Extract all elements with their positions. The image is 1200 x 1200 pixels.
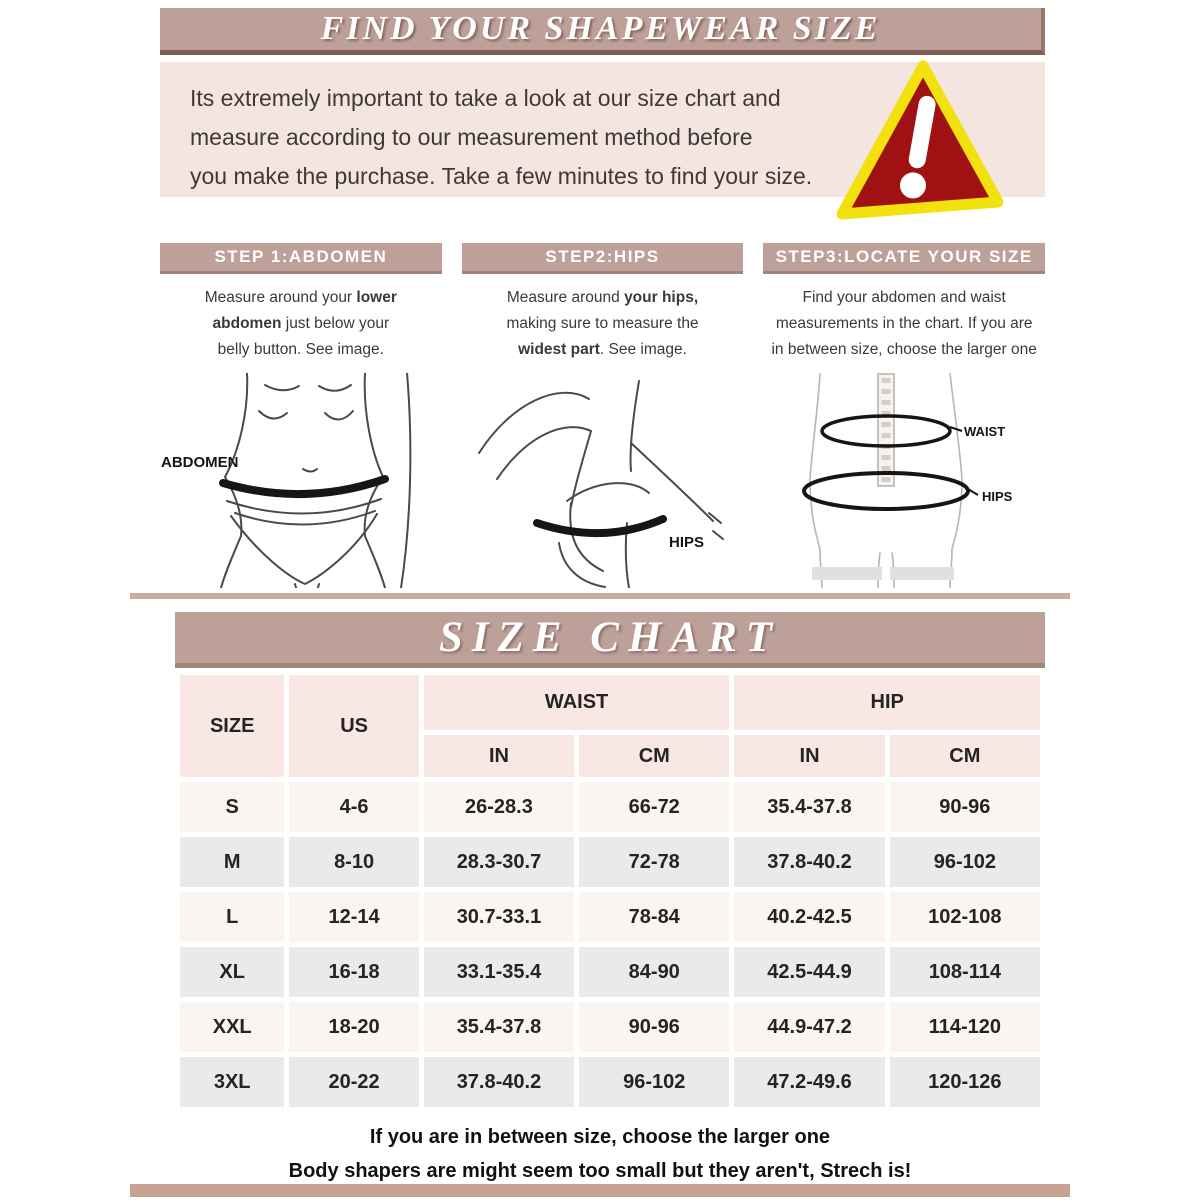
intro-line: you make the purchase. Take a few minutes to find your size.: [190, 163, 813, 189]
table-cell: 72-78: [579, 837, 729, 887]
table-cell: 35.4-37.8: [734, 782, 884, 832]
col-header-hip: HIP: [734, 675, 1040, 730]
col-header-waist: WAIST: [424, 675, 730, 730]
table-cell: 102-108: [890, 892, 1040, 942]
footer-note-stretch: Body shapers are might seem too small but they aren't, Strech is!: [288, 1160, 912, 1182]
table-cell: 90-96: [579, 1002, 729, 1052]
col-header-waist-in: IN: [424, 735, 574, 777]
page-title-bar: [160, 8, 1045, 55]
table-cell: 96-102: [579, 1057, 729, 1107]
table-cell: 114-120: [890, 1002, 1040, 1052]
step-3-locate-size: [763, 243, 1045, 588]
table-cell: 28.3-30.7: [424, 837, 574, 887]
table-cell: 35.4-37.8: [424, 1002, 574, 1052]
table-row-m: [180, 837, 1040, 887]
table-cell: 47.2-49.6: [734, 1057, 884, 1107]
table-cell: L: [180, 892, 284, 942]
abdomen-label: ABDOMEN: [160, 454, 239, 471]
step-2-header: STEP2:HIPS: [462, 243, 744, 274]
intro-line: measure according to our measurement method before: [190, 124, 753, 150]
table-cell: 3XL: [180, 1057, 284, 1107]
table-cell: 66-72: [579, 782, 729, 832]
page-title: FIND YOUR SHAPEWEAR SIZE: [320, 10, 881, 47]
warning-triangle-icon: [826, 56, 1016, 234]
table-cell: 84-90: [579, 947, 729, 997]
table-row-xl: [180, 947, 1040, 997]
size-chart-table-wrap: [175, 670, 1045, 1112]
intro-line: Its extremely important to take a look at our size chart and: [190, 85, 781, 111]
table-cell: 26-28.3: [424, 782, 574, 832]
footer-note-between-sizes: If you are in between size, choose the larger one: [369, 1126, 831, 1148]
table-cell: 96-102: [890, 837, 1040, 887]
table-cell: 90-96: [890, 782, 1040, 832]
col-header-size: SIZE: [180, 675, 284, 777]
table-cell: 37.8-40.2: [734, 837, 884, 887]
size-chart-table: [175, 670, 1045, 1112]
hips-label: HIPS: [668, 534, 704, 551]
table-row-xxl: [180, 1002, 1040, 1052]
table-row-l: [180, 892, 1040, 942]
step-3-description: Find your abdomen and waist measurements in the chart. If you are in between size, choose the larger one: [771, 289, 1037, 358]
table-cell: 78-84: [579, 892, 729, 942]
steps-row: [160, 243, 1045, 588]
step-1-abdomen: [160, 243, 442, 588]
col-header-hip-cm: CM: [890, 735, 1040, 777]
table-cell: 4-6: [289, 782, 418, 832]
table-cell: 18-20: [289, 1002, 418, 1052]
table-cell: 33.1-35.4: [424, 947, 574, 997]
table-row-3xl: [180, 1057, 1040, 1107]
table-cell: 44.9-47.2: [734, 1002, 884, 1052]
table-cell: 120-126: [890, 1057, 1040, 1107]
bottom-divider: [130, 1184, 1070, 1197]
hips-figure: [462, 373, 744, 588]
table-cell: 30.7-33.1: [424, 892, 574, 942]
table-cell: 8-10: [289, 837, 418, 887]
table-row-s: [180, 782, 1040, 832]
hips-label: HIPS: [982, 489, 1013, 504]
section-divider: [130, 593, 1070, 599]
waist-label: WAIST: [964, 424, 1006, 439]
table-cell: 20-22: [289, 1057, 418, 1107]
step-2-hips: [462, 243, 744, 588]
col-header-waist-cm: CM: [579, 735, 729, 777]
waist-hips-measurement-figure: [763, 373, 1045, 588]
step-3-header: STEP3:LOCATE YOUR SIZE: [763, 243, 1045, 274]
size-chart-title: SIZE CHART: [438, 614, 782, 661]
table-cell: 12-14: [289, 892, 418, 942]
table-cell: M: [180, 837, 284, 887]
step-1-description: Measure around your lower abdomen just below your belly button. See image.: [204, 289, 397, 358]
abdomen-figure: [160, 373, 442, 588]
table-cell: 37.8-40.2: [424, 1057, 574, 1107]
size-chart-title-bar: [175, 612, 1045, 668]
step-1-header: STEP 1:ABDOMEN: [160, 243, 442, 274]
table-cell: 108-114: [890, 947, 1040, 997]
table-cell: XXL: [180, 1002, 284, 1052]
table-cell: 42.5-44.9: [734, 947, 884, 997]
col-header-hip-in: IN: [734, 735, 884, 777]
step-2-description: Measure around your hips, making sure to measure the widest part. See image.: [506, 289, 699, 358]
table-cell: S: [180, 782, 284, 832]
table-cell: 40.2-42.5: [734, 892, 884, 942]
table-cell: XL: [180, 947, 284, 997]
col-header-us: US: [289, 675, 418, 777]
table-cell: 16-18: [289, 947, 418, 997]
